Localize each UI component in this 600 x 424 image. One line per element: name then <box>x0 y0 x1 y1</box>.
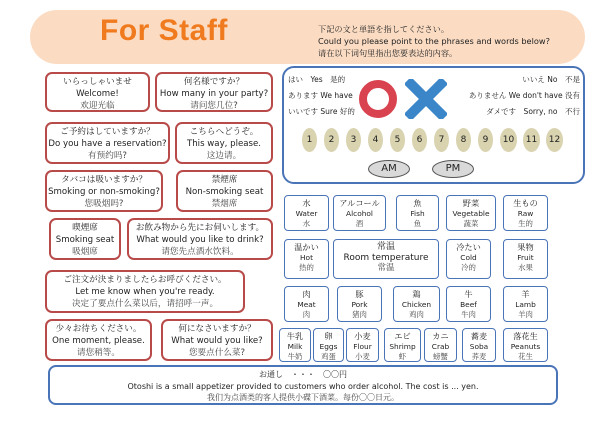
word-shrimp[interactable] <box>384 328 421 362</box>
phrase-card-this-way[interactable] <box>175 122 273 164</box>
word-ja: 鶏 <box>412 289 421 299</box>
word-ja: 卵 <box>324 331 333 341</box>
word-zh: 虾 <box>398 352 407 361</box>
word-zh: 热的 <box>299 263 314 272</box>
word-en: Cold <box>460 252 477 262</box>
word-pork[interactable] <box>337 286 382 322</box>
phrase-card-order[interactable] <box>161 319 273 361</box>
word-eggs[interactable] <box>313 328 344 362</box>
word-raw[interactable] <box>503 195 548 231</box>
instruction-ja: 下記の文と単語を指してください。 <box>318 24 450 34</box>
word-ja: 小麦 <box>354 331 371 341</box>
phrase-card-drinks[interactable] <box>127 218 273 260</box>
word-zh: 花生 <box>518 352 533 361</box>
otoshi-note[interactable] <box>48 365 558 405</box>
word-ja: 蕎麦 <box>470 331 488 341</box>
word-en: Water <box>295 208 318 218</box>
word-ja: 牛 <box>464 289 473 299</box>
no-line: ダメです Sorry, no 不行 <box>486 107 580 116</box>
number-4[interactable]: 4 <box>368 128 383 152</box>
phrase-ja: こちらへどうぞ。 <box>189 127 259 137</box>
word-milk[interactable] <box>279 328 311 362</box>
word-zh: 牛奶 <box>287 352 303 361</box>
phrase-ja: ご予約はしていますか？ <box>60 127 155 137</box>
word-zh: 肉 <box>302 310 311 319</box>
word-ja: 豚 <box>355 289 364 299</box>
word-en: Alcohol <box>346 208 373 218</box>
word-room-temperature[interactable] <box>333 239 439 279</box>
word-ja: 生もの <box>513 198 538 208</box>
phrase-zh: 您吸烟吗? <box>84 199 124 209</box>
word-ja: 牛乳 <box>286 331 304 341</box>
word-ja: 魚 <box>413 198 422 208</box>
word-zh: 猪肉 <box>352 310 367 319</box>
phrase-en: Do you have a reservation? <box>48 139 167 149</box>
word-en: Peanuts <box>510 341 541 351</box>
phrase-ja: 何になさいますか？ <box>178 324 256 334</box>
phrase-card-reservation[interactable] <box>45 122 170 164</box>
phrase-card-party-size[interactable] <box>155 72 273 112</box>
number-5[interactable]: 5 <box>390 128 405 152</box>
phrase-zh: 这边请。 <box>206 151 242 161</box>
yes-text-group <box>288 72 368 120</box>
word-ja: 冷たい <box>456 242 481 252</box>
word-chicken[interactable] <box>393 286 440 322</box>
instructions <box>318 23 550 59</box>
word-en: Chicken <box>401 299 432 309</box>
number-9[interactable]: 9 <box>478 128 493 152</box>
phrase-card-non-smoking-seat[interactable] <box>176 170 273 212</box>
word-ja: 水 <box>302 198 311 208</box>
phrase-ja: ご注文が決まりましたらお呼びください。 <box>63 275 227 285</box>
phrase-card-smoking[interactable] <box>45 170 163 212</box>
phrase-en: How many in your party? <box>159 89 269 99</box>
word-en: Hot <box>300 252 313 262</box>
word-en: Vegetable <box>452 208 490 218</box>
phrase-en: What would you like to drink? <box>136 235 264 245</box>
word-en: Room temperature <box>343 252 429 263</box>
word-zh: 螃蟹 <box>433 352 448 361</box>
phrase-zh: 有预约吗? <box>88 151 127 161</box>
word-zh: 生的 <box>518 219 533 228</box>
word-ja: 果物 <box>517 242 534 252</box>
word-ja: 肉 <box>302 289 311 299</box>
phrase-en: Let me know when you're ready. <box>75 287 215 297</box>
instruction-en: Could you please point to the phrases and words below? <box>318 36 550 46</box>
number-11[interactable]: 11 <box>523 128 540 152</box>
word-zh: 冷的 <box>461 263 476 272</box>
phrase-card-welcome[interactable] <box>45 72 150 112</box>
phrase-zh: 请您稍等。 <box>77 348 120 358</box>
word-meat[interactable] <box>284 286 329 322</box>
phrase-zh: 吸烟席 <box>72 247 98 257</box>
word-cold[interactable] <box>446 239 491 279</box>
word-en: Raw <box>517 208 534 218</box>
phrase-ja: 何名様ですか？ <box>183 77 245 87</box>
word-en: Lamb <box>515 299 536 309</box>
word-ja: 野菜 <box>462 198 480 208</box>
word-fish[interactable] <box>396 195 439 231</box>
word-en: Meat <box>297 299 316 309</box>
phrase-zh: 决定了要点什么菜以后，请招呼一声。 <box>71 299 219 309</box>
word-peanuts[interactable] <box>503 328 548 362</box>
number-1[interactable]: 1 <box>302 128 317 152</box>
phrase-zh: 欢迎光临 <box>80 101 115 111</box>
word-zh: 荞麦 <box>471 352 487 361</box>
pm-button[interactable]: PM <box>432 160 474 178</box>
word-en: Crab <box>431 341 450 351</box>
otoshi-zh: 我们为点酒类的客人提供小碟下酒菜。每份〇〇日元。 <box>207 393 399 402</box>
phrase-en: Welcome! <box>76 89 119 99</box>
word-zh: 牛肉 <box>461 310 476 319</box>
number-8[interactable]: 8 <box>456 128 471 152</box>
phrase-zh: 您要点什么菜? <box>188 348 246 358</box>
yes-line: はい Yes 是的 <box>288 75 346 84</box>
phrase-card-smoking-seat[interactable] <box>49 218 121 260</box>
word-lamb[interactable] <box>503 286 548 322</box>
phrase-en: What would you like? <box>171 336 263 346</box>
no-text-group <box>452 72 580 120</box>
otoshi-en: Otoshi is a small appetizer provided to customers who order alcohol. The cost is ... yen. <box>127 381 479 391</box>
yes-line: あります We have 有 <box>288 91 368 100</box>
word-zh: 羊肉 <box>518 310 533 319</box>
phrase-zh: 禁烟席 <box>211 199 238 209</box>
phrase-zh: 请问您几位? <box>190 101 238 111</box>
phrase-ja: 喫煙席 <box>72 223 98 233</box>
word-ja: アルコール <box>339 198 380 208</box>
word-soba[interactable] <box>462 328 496 362</box>
word-en: Fish <box>410 208 425 218</box>
phrase-en: This way, please. <box>186 139 262 149</box>
phrase-ja: タバコは吸いますか？ <box>61 175 147 185</box>
number-7[interactable]: 7 <box>434 128 449 152</box>
phrase-ja: 少々お待ちください。 <box>55 324 142 334</box>
word-ja: 温かい <box>294 242 319 252</box>
instruction-zh: 请在以下词句里指出您要表达的内容。 <box>318 48 458 58</box>
word-zh: 鱼 <box>413 219 422 228</box>
word-en: Fruit <box>517 252 534 262</box>
word-zh: 酒 <box>355 219 364 228</box>
number-2[interactable]: 2 <box>324 128 339 152</box>
word-hot[interactable] <box>284 239 329 279</box>
word-fruit[interactable] <box>503 239 548 279</box>
am-button[interactable]: AM <box>368 160 410 178</box>
word-ja: 羊 <box>521 289 530 299</box>
word-zh: 鸡蛋 <box>321 352 336 361</box>
word-en: Beef <box>460 299 477 309</box>
word-beef[interactable] <box>446 286 491 322</box>
phrase-en: One moment, please. <box>52 336 145 346</box>
word-crab[interactable] <box>424 328 457 362</box>
word-flour[interactable] <box>346 328 379 362</box>
phrase-ja: 禁煙席 <box>211 175 238 185</box>
word-water[interactable] <box>284 195 329 231</box>
phrase-en: Smoking or non-smoking? <box>48 187 160 197</box>
no-line: いいえ No 不是 <box>522 75 580 84</box>
word-vegetable[interactable] <box>446 195 496 231</box>
number-3[interactable]: 3 <box>346 128 361 152</box>
word-en: Soba <box>469 341 489 351</box>
phrase-card-one-moment[interactable] <box>45 319 152 361</box>
number-12[interactable]: 12 <box>546 128 563 152</box>
page-title: For Staff <box>100 14 228 47</box>
otoshi-ja: お通し ・・・ 〇〇円 <box>259 370 347 379</box>
word-ja: 常温 <box>376 242 395 252</box>
word-en: Eggs <box>319 341 338 351</box>
number-10[interactable]: 10 <box>500 128 517 152</box>
word-zh: 蔬菜 <box>463 219 479 228</box>
word-en: Flour <box>353 341 372 351</box>
word-en: Pork <box>351 299 368 309</box>
word-zh: 水 <box>302 219 311 228</box>
phrase-ja: お飲み物から先にお伺いします。 <box>135 223 265 233</box>
phrase-en: Smoking seat <box>55 235 115 245</box>
phrase-en: Non-smoking seat <box>185 187 264 197</box>
phrase-card-call-when-ready[interactable] <box>45 270 245 313</box>
phrase-ja: いらっしゃいませ <box>63 77 132 87</box>
word-ja: 落花生 <box>513 331 538 341</box>
word-ja: カニ <box>432 331 449 341</box>
word-alcohol[interactable] <box>333 195 386 231</box>
no-line: ありません We don't have 没有 <box>468 91 580 100</box>
word-en: Milk <box>287 341 303 351</box>
word-zh: 水果 <box>518 263 533 272</box>
circle-icon[interactable] <box>358 79 398 119</box>
cross-icon[interactable] <box>405 79 447 119</box>
number-6[interactable]: 6 <box>412 128 427 152</box>
word-zh: 鸡肉 <box>409 310 424 319</box>
word-zh: 小麦 <box>355 352 370 361</box>
word-zh: 常温 <box>377 263 395 273</box>
word-ja: エビ <box>394 331 411 341</box>
phrase-zh: 请您先点酒水饮料。 <box>161 247 239 257</box>
yes-line: いいです Sure 好的 <box>288 107 355 116</box>
word-en: Shrimp <box>389 341 416 351</box>
